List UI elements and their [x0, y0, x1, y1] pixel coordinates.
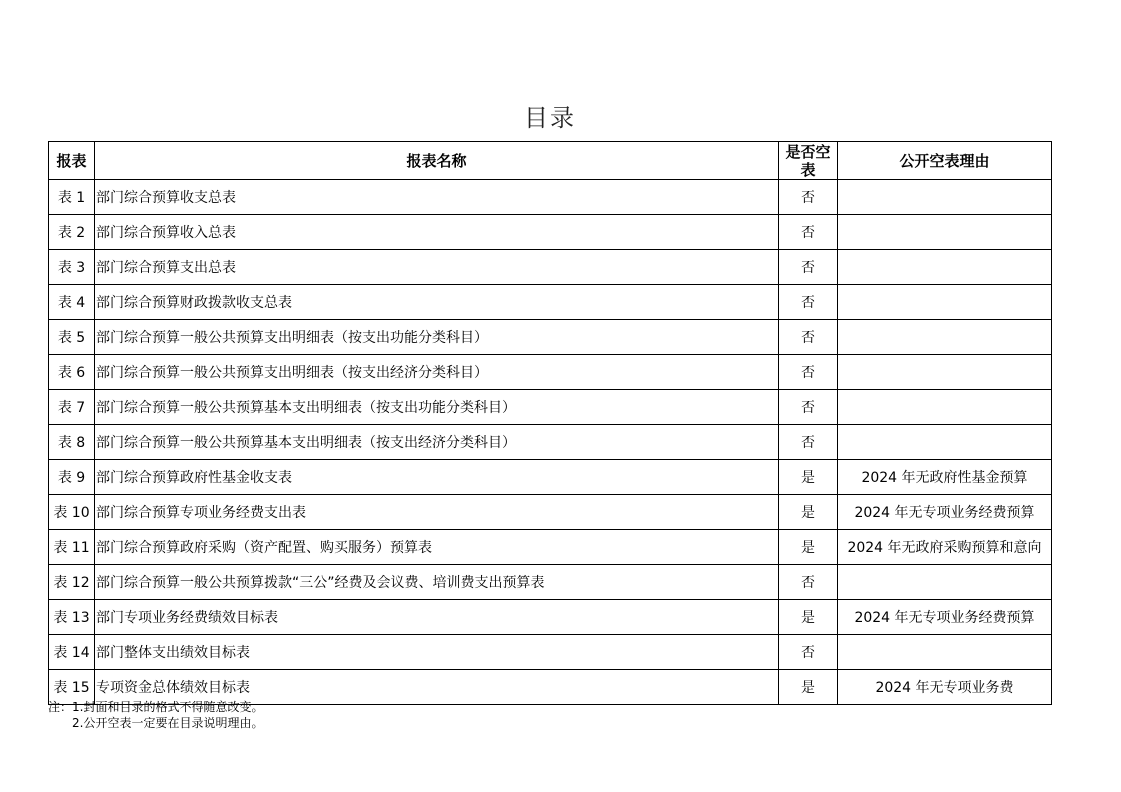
table-row [49, 320, 1052, 355]
table-row [49, 215, 1052, 250]
report-name-cell: 部门综合预算支出总表 [95, 250, 779, 285]
report-name-cell: 部门综合预算财政拨款收支总表 [95, 285, 779, 320]
footnote-2: 2.公开空表一定要在目录说明理由。 [72, 716, 264, 730]
empty-reason-cell: 2024 年无政府性基金预算 [838, 460, 1052, 495]
is-empty-cell: 否 [779, 180, 838, 215]
empty-reason-cell [838, 355, 1052, 390]
report-no-cell: 表 15 [49, 670, 95, 705]
table-row [49, 460, 1052, 495]
report-no-cell: 表 13 [49, 600, 95, 635]
empty-reason-cell: 2024 年无政府采购预算和意向 [838, 530, 1052, 565]
is-empty-cell: 否 [779, 215, 838, 250]
report-no-cell: 表 7 [49, 390, 95, 425]
report-name-cell: 部门综合预算收支总表 [95, 180, 779, 215]
is-empty-cell: 是 [779, 495, 838, 530]
table-row [49, 250, 1052, 285]
is-empty-cell: 是 [779, 670, 838, 705]
report-name-cell: 部门综合预算收入总表 [95, 215, 779, 250]
report-no-cell: 表 10 [49, 495, 95, 530]
empty-reason-cell [838, 565, 1052, 600]
toc-table [48, 141, 1052, 705]
report-no-cell: 表 2 [49, 215, 95, 250]
footnotes [48, 699, 263, 731]
page-title: 目录 [524, 104, 576, 132]
report-name-cell: 部门综合预算政府性基金收支表 [95, 460, 779, 495]
header-report-no: 报表 [49, 142, 95, 180]
is-empty-cell: 是 [779, 600, 838, 635]
table-row [49, 565, 1052, 600]
report-no-cell: 表 6 [49, 355, 95, 390]
report-no-cell: 表 4 [49, 285, 95, 320]
report-no-cell: 表 12 [49, 565, 95, 600]
empty-reason-cell [838, 635, 1052, 670]
report-no-cell: 表 1 [49, 180, 95, 215]
is-empty-cell: 否 [779, 635, 838, 670]
empty-reason-cell [838, 285, 1052, 320]
table-row [49, 635, 1052, 670]
report-name-cell: 部门综合预算一般公共预算基本支出明细表（按支出功能分类科目） [95, 390, 779, 425]
report-name-cell: 部门综合预算政府采购（资产配置、购买服务）预算表 [95, 530, 779, 565]
is-empty-cell: 否 [779, 425, 838, 460]
report-name-cell: 部门综合预算专项业务经费支出表 [95, 495, 779, 530]
empty-reason-cell: 2024 年无专项业务经费预算 [838, 495, 1052, 530]
is-empty-cell: 否 [779, 565, 838, 600]
report-name-cell: 专项资金总体绩效目标表 [95, 670, 779, 705]
empty-reason-cell [838, 215, 1052, 250]
report-name-cell: 部门综合预算一般公共预算支出明细表（按支出经济分类科目） [95, 355, 779, 390]
table-row [49, 425, 1052, 460]
is-empty-cell: 否 [779, 390, 838, 425]
report-name-cell: 部门整体支出绩效目标表 [95, 635, 779, 670]
report-name-cell: 部门综合预算一般公共预算基本支出明细表（按支出经济分类科目） [95, 425, 779, 460]
table-row [49, 355, 1052, 390]
report-name-cell: 部门专项业务经费绩效目标表 [95, 600, 779, 635]
report-no-cell: 表 8 [49, 425, 95, 460]
is-empty-cell: 是 [779, 460, 838, 495]
table-header-row [49, 142, 1052, 180]
is-empty-cell: 否 [779, 285, 838, 320]
footnote-1: 注：1.封面和目录的格式不得随意改变。 [48, 700, 264, 714]
header-is-empty: 是否空表 [779, 142, 838, 180]
empty-reason-cell: 2024 年无专项业务费 [838, 670, 1052, 705]
table-row [49, 390, 1052, 425]
empty-reason-cell [838, 390, 1052, 425]
empty-reason-cell [838, 250, 1052, 285]
is-empty-cell: 否 [779, 320, 838, 355]
table-row [49, 180, 1052, 215]
report-no-cell: 表 11 [49, 530, 95, 565]
table-body [49, 180, 1052, 705]
report-no-cell: 表 14 [49, 635, 95, 670]
report-name-cell: 部门综合预算一般公共预算拨款“三公”经费及会议费、培训费支出预算表 [95, 565, 779, 600]
report-name-cell: 部门综合预算一般公共预算支出明细表（按支出功能分类科目） [95, 320, 779, 355]
report-no-cell: 表 3 [49, 250, 95, 285]
table-row [49, 285, 1052, 320]
header-report-name: 报表名称 [95, 142, 779, 180]
table-row [49, 495, 1052, 530]
table-row [49, 600, 1052, 635]
empty-reason-cell [838, 180, 1052, 215]
is-empty-cell: 否 [779, 250, 838, 285]
empty-reason-cell: 2024 年无专项业务经费预算 [838, 600, 1052, 635]
report-no-cell: 表 5 [49, 320, 95, 355]
empty-reason-cell [838, 320, 1052, 355]
empty-reason-cell [838, 425, 1052, 460]
table-row [49, 530, 1052, 565]
is-empty-cell: 是 [779, 530, 838, 565]
report-no-cell: 表 9 [49, 460, 95, 495]
header-empty-reason: 公开空表理由 [838, 142, 1052, 180]
is-empty-cell: 否 [779, 355, 838, 390]
